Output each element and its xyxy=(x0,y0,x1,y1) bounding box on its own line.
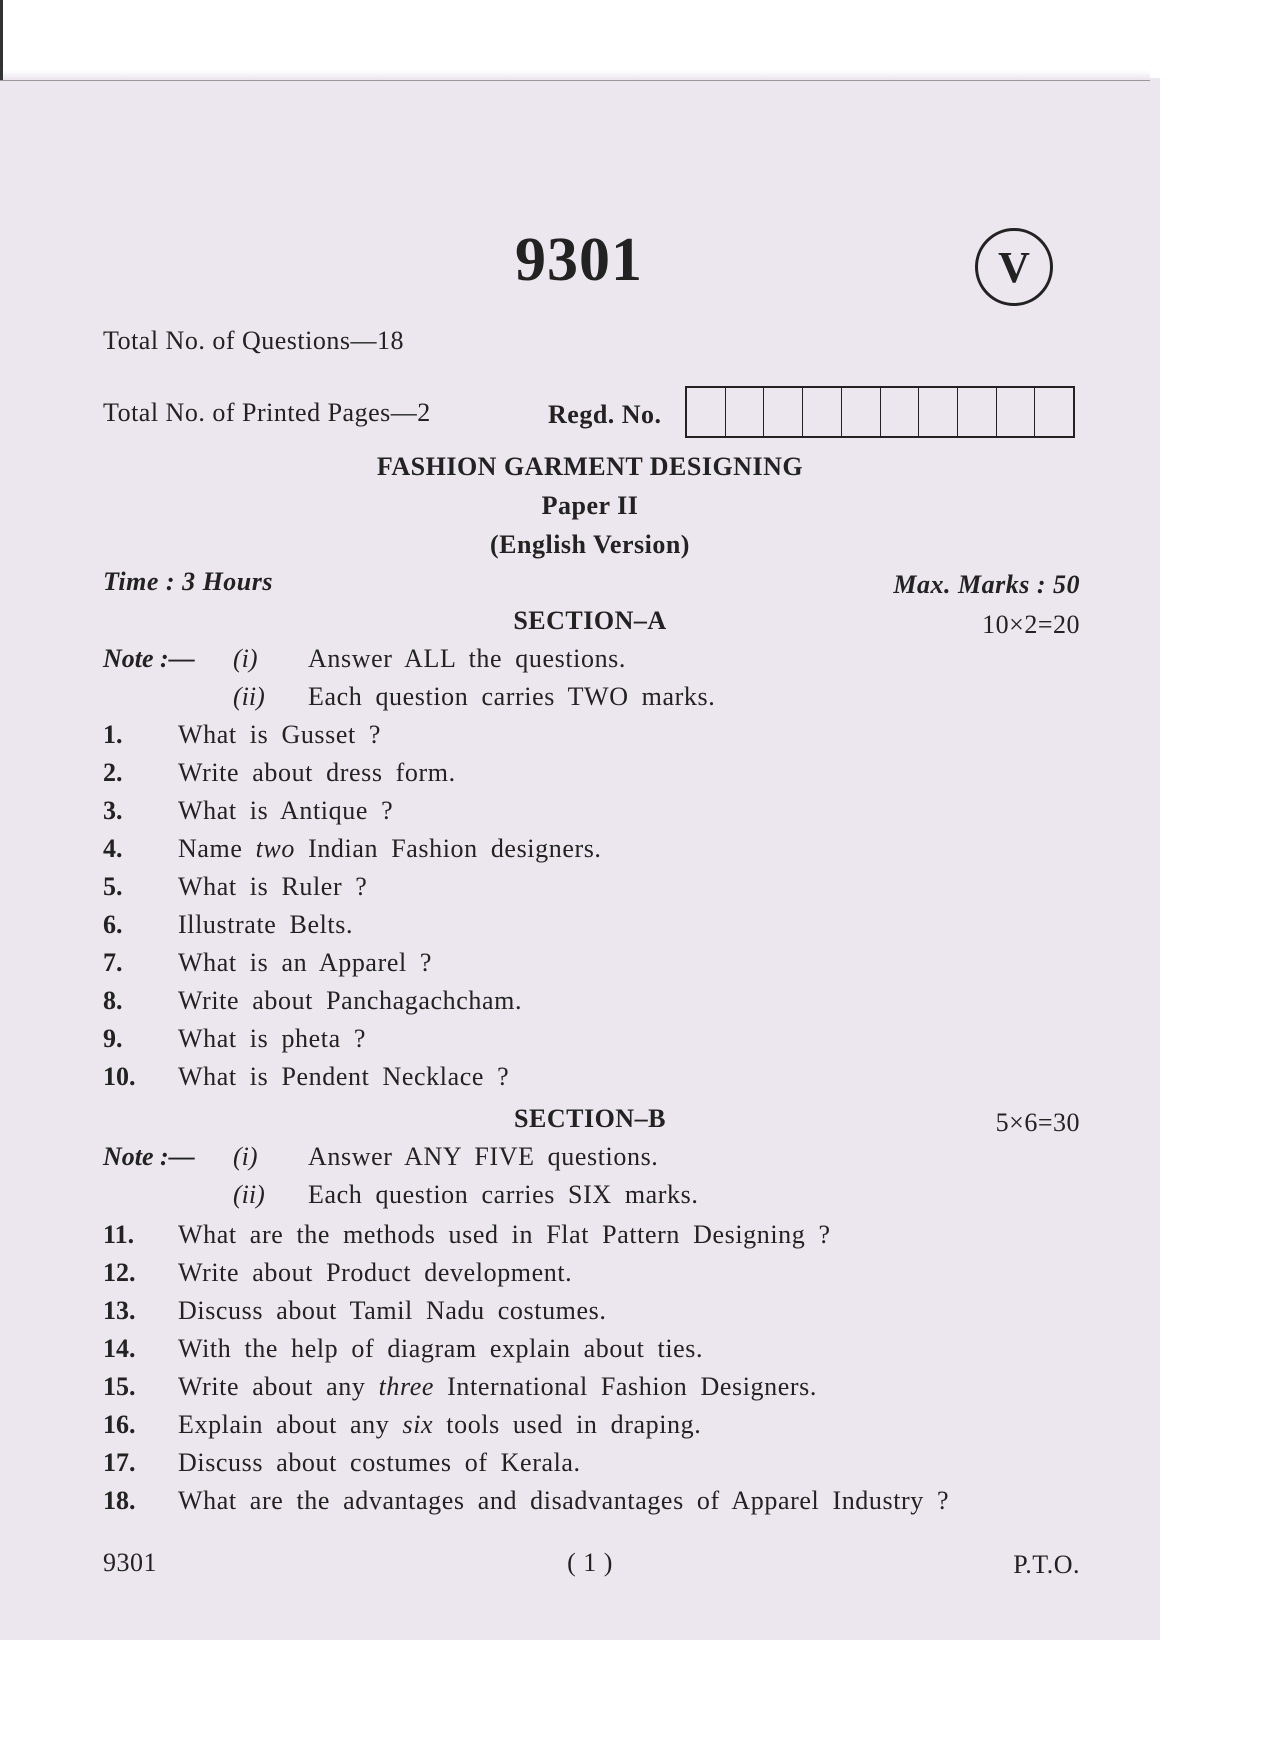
note-text: Each question carries SIX marks. xyxy=(308,1180,699,1209)
note-num: (ii) xyxy=(233,1180,265,1209)
question-text: With the help of diagram explain about ties. xyxy=(178,1334,704,1363)
scan-edge xyxy=(0,0,3,80)
question-text: Explain about any six tools used in draping. xyxy=(178,1410,702,1439)
language-version: (English Version) xyxy=(490,530,690,559)
page-number: ( 1 ) xyxy=(567,1548,613,1577)
regd-label: Regd. No. xyxy=(548,400,662,429)
question-text: Discuss about costumes of Kerala. xyxy=(178,1448,581,1477)
question-item xyxy=(103,1486,949,1520)
pto-label: P.T.O. xyxy=(1013,1550,1080,1579)
paper-code: 9301 xyxy=(515,226,643,294)
question-number: 15. xyxy=(103,1372,136,1401)
question-number: 14. xyxy=(103,1334,136,1363)
question-text: What are the methods used in Flat Pattern Designing ? xyxy=(178,1220,831,1249)
question-text: What is Pendent Necklace ? xyxy=(178,1062,510,1091)
max-marks: Max. Marks : 50 xyxy=(893,570,1080,599)
question-item xyxy=(103,758,456,792)
question-item xyxy=(103,1448,581,1482)
footer-code: 9301 xyxy=(103,1548,157,1577)
question-number: 12. xyxy=(103,1258,136,1287)
question-text: What are the advantages and disadvantages of Apparel Industry ? xyxy=(178,1486,950,1515)
note-num: (i) xyxy=(233,1142,258,1171)
total-questions: Total No. of Questions—18 xyxy=(103,326,404,355)
note-text: Answer ANY FIVE questions. xyxy=(308,1142,659,1171)
version-letter: V xyxy=(998,242,1030,292)
regd-digit-box[interactable] xyxy=(1035,388,1073,436)
section-a-marks: 10×2=20 xyxy=(982,610,1080,639)
question-item xyxy=(103,1372,817,1406)
question-item xyxy=(103,834,602,868)
question-number: 4. xyxy=(103,834,123,863)
question-text: Illustrate Belts. xyxy=(178,910,354,939)
question-text: Discuss about Tamil Nadu costumes. xyxy=(178,1296,607,1325)
question-number: 8. xyxy=(103,986,123,1015)
question-item xyxy=(103,1296,606,1330)
section-b-title: SECTION–B xyxy=(514,1104,666,1133)
question-text: What is Ruler ? xyxy=(178,872,368,901)
regd-digit-box[interactable] xyxy=(687,388,726,436)
note-label: Note :— xyxy=(103,1142,195,1171)
section-a-note xyxy=(233,682,715,712)
note-num: (i) xyxy=(233,644,258,673)
question-text: Name two Indian Fashion designers. xyxy=(178,834,602,863)
regd-digit-box[interactable] xyxy=(764,388,803,436)
question-item xyxy=(103,872,367,906)
question-number: 5. xyxy=(103,872,123,901)
question-number: 9. xyxy=(103,1024,123,1053)
question-item xyxy=(103,1062,509,1096)
question-text: What is pheta ? xyxy=(178,1024,366,1053)
total-pages: Total No. of Printed Pages—2 xyxy=(103,398,431,427)
regd-digit-box[interactable] xyxy=(997,388,1036,436)
question-number: 1. xyxy=(103,720,123,749)
section-b-note xyxy=(103,1142,658,1172)
exam-time: Time : 3 Hours xyxy=(103,567,273,596)
question-text: What is Gusset ? xyxy=(178,720,382,749)
section-b-note xyxy=(233,1180,698,1210)
note-label: Note :— xyxy=(103,644,195,673)
question-number: 17. xyxy=(103,1448,136,1477)
question-item xyxy=(103,986,522,1020)
note-num: (ii) xyxy=(233,682,265,711)
section-a-title: SECTION–A xyxy=(513,606,667,635)
question-item xyxy=(103,948,432,982)
question-item xyxy=(103,796,393,830)
question-text: Write about Product development. xyxy=(178,1258,573,1287)
question-item xyxy=(103,1258,572,1292)
question-item xyxy=(103,1024,366,1058)
question-number: 3. xyxy=(103,796,123,825)
question-text: Write about any three International Fashion Designers. xyxy=(178,1372,817,1401)
question-text: Write about Panchagachcham. xyxy=(178,986,523,1015)
regd-digit-box[interactable] xyxy=(958,388,997,436)
regd-number-boxes[interactable] xyxy=(685,386,1075,438)
note-text: Each question carries TWO marks. xyxy=(308,682,716,711)
question-text: What is an Apparel ? xyxy=(178,948,433,977)
regd-digit-box[interactable] xyxy=(919,388,958,436)
paper-edge xyxy=(0,80,1150,81)
subject-title: FASHION GARMENT DESIGNING xyxy=(376,452,804,481)
question-item xyxy=(103,1410,701,1444)
paper-number: Paper II xyxy=(541,491,639,520)
section-b-marks: 5×6=30 xyxy=(995,1108,1080,1137)
question-number: 11. xyxy=(103,1220,135,1249)
section-a-note xyxy=(103,644,626,674)
question-number: 18. xyxy=(103,1486,136,1515)
question-number: 10. xyxy=(103,1062,136,1091)
version-badge xyxy=(975,228,1053,306)
question-number: 13. xyxy=(103,1296,136,1325)
question-text: What is Antique ? xyxy=(178,796,394,825)
question-number: 2. xyxy=(103,758,123,787)
regd-digit-box[interactable] xyxy=(881,388,920,436)
question-item xyxy=(103,1334,703,1368)
question-item xyxy=(103,720,381,754)
question-item xyxy=(103,1220,831,1254)
note-text: Answer ALL the questions. xyxy=(308,644,626,673)
question-number: 7. xyxy=(103,948,123,977)
question-text: Write about dress form. xyxy=(178,758,456,787)
question-number: 6. xyxy=(103,910,123,939)
regd-digit-box[interactable] xyxy=(842,388,881,436)
regd-digit-box[interactable] xyxy=(726,388,765,436)
question-number: 16. xyxy=(103,1410,136,1439)
regd-digit-box[interactable] xyxy=(803,388,842,436)
question-item xyxy=(103,910,353,944)
